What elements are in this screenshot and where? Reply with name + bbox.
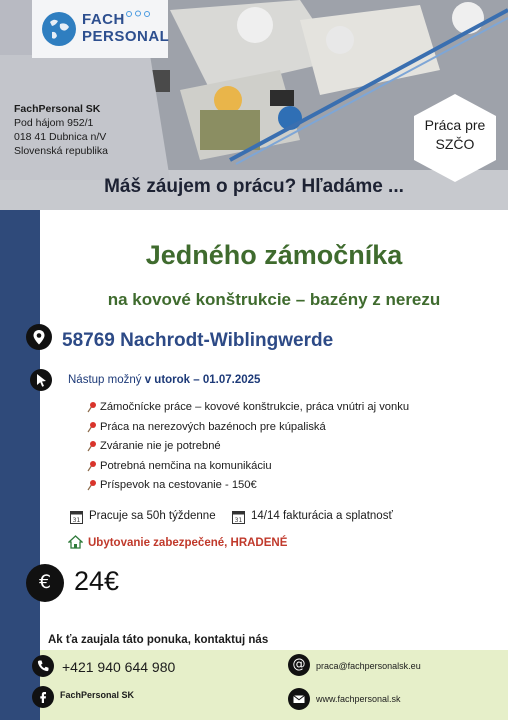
svg-text:31: 31 [72, 517, 81, 524]
start-prefix: Nástup možný [68, 374, 145, 386]
szco-badge [412, 116, 498, 154]
list-item [86, 459, 409, 479]
phone-number[interactable]: +421 940 644 980 [62, 659, 176, 675]
start-date [68, 374, 260, 386]
job-title: Jedného zámočníka [145, 240, 403, 270]
calendar-icon [70, 510, 83, 524]
start-date-value: v utorok – 01.07.2025 [144, 374, 261, 386]
company-address [14, 102, 108, 158]
website-link[interactable]: www.fachpersonal.sk [316, 694, 401, 704]
job-subtitle: na kovové konštrukcie – bazény z nerezu [107, 290, 441, 309]
globe-icon [42, 12, 76, 46]
duty-text: Zámočnícke práce – kovové konštrukcie, práca vnútri aj vonku [100, 401, 410, 413]
bullet-pin-icon [86, 401, 97, 413]
company-street: Pod hájom 952/1 [14, 117, 94, 129]
euro-icon [26, 564, 64, 602]
working-hours: Pracuje sa 50h týždenne [89, 510, 216, 522]
hourly-rate: 24€ [74, 566, 120, 596]
envelope-icon [288, 688, 310, 710]
badge-line1: Práca pre [424, 117, 486, 133]
location-pin-icon [26, 324, 52, 350]
phone-icon [32, 655, 54, 677]
bullet-pin-icon [86, 479, 97, 491]
list-item [86, 478, 409, 498]
duty-text: Potrebná nemčina na komunikáciu [100, 459, 272, 472]
calendar-icon [232, 510, 245, 524]
cursor-icon [30, 369, 52, 391]
company-country: Slovenská republika [14, 145, 108, 157]
duty-text: Príspevok na cestovanie - 150€ [100, 479, 257, 492]
header [0, 0, 508, 210]
bullet-pin-icon [86, 460, 97, 472]
badge-line2: SZČO [435, 136, 475, 152]
job-location: 58769 Nachrodt-Wiblingwerde [62, 330, 334, 351]
logo-line1: FACH [82, 11, 125, 28]
duty-text: Zváranie nie je potrebné [100, 440, 221, 453]
email-link[interactable]: praca@fachpersonalsk.eu [316, 661, 421, 671]
housing-info: Ubytovanie zabezpečené, HRADENÉ [88, 537, 288, 549]
duty-text: Práca na nerezových bazénoch pre kúpaliská [100, 420, 326, 433]
list-item [86, 439, 409, 459]
bullet-pin-icon [86, 421, 97, 433]
company-city: 018 41 Dubnica n/V [14, 131, 107, 143]
contact-heading: Ak ťa zaujala táto ponuka, kontaktuj nás [48, 634, 269, 646]
at-icon: @ [288, 654, 310, 676]
svg-text:31: 31 [234, 517, 243, 524]
bullet-pin-icon [86, 440, 97, 452]
euro-symbol: € [38, 571, 52, 593]
logo-line2: PERSONAL [82, 28, 170, 45]
left-accent-bar [0, 210, 40, 720]
list-item [86, 400, 409, 420]
house-icon [68, 535, 83, 549]
company-name: FachPersonal SK [14, 103, 101, 115]
facebook-link[interactable]: FachPersonal SK [60, 690, 135, 700]
billing-terms: 14/14 fakturácia a splatnosť [251, 510, 393, 522]
list-item [86, 420, 409, 440]
logo [32, 0, 168, 58]
tagline: Máš záujem o prácu? Hľadáme ... [104, 176, 404, 197]
job-duties-list [86, 400, 409, 498]
facebook-icon [32, 686, 54, 708]
logo-text [82, 11, 169, 45]
